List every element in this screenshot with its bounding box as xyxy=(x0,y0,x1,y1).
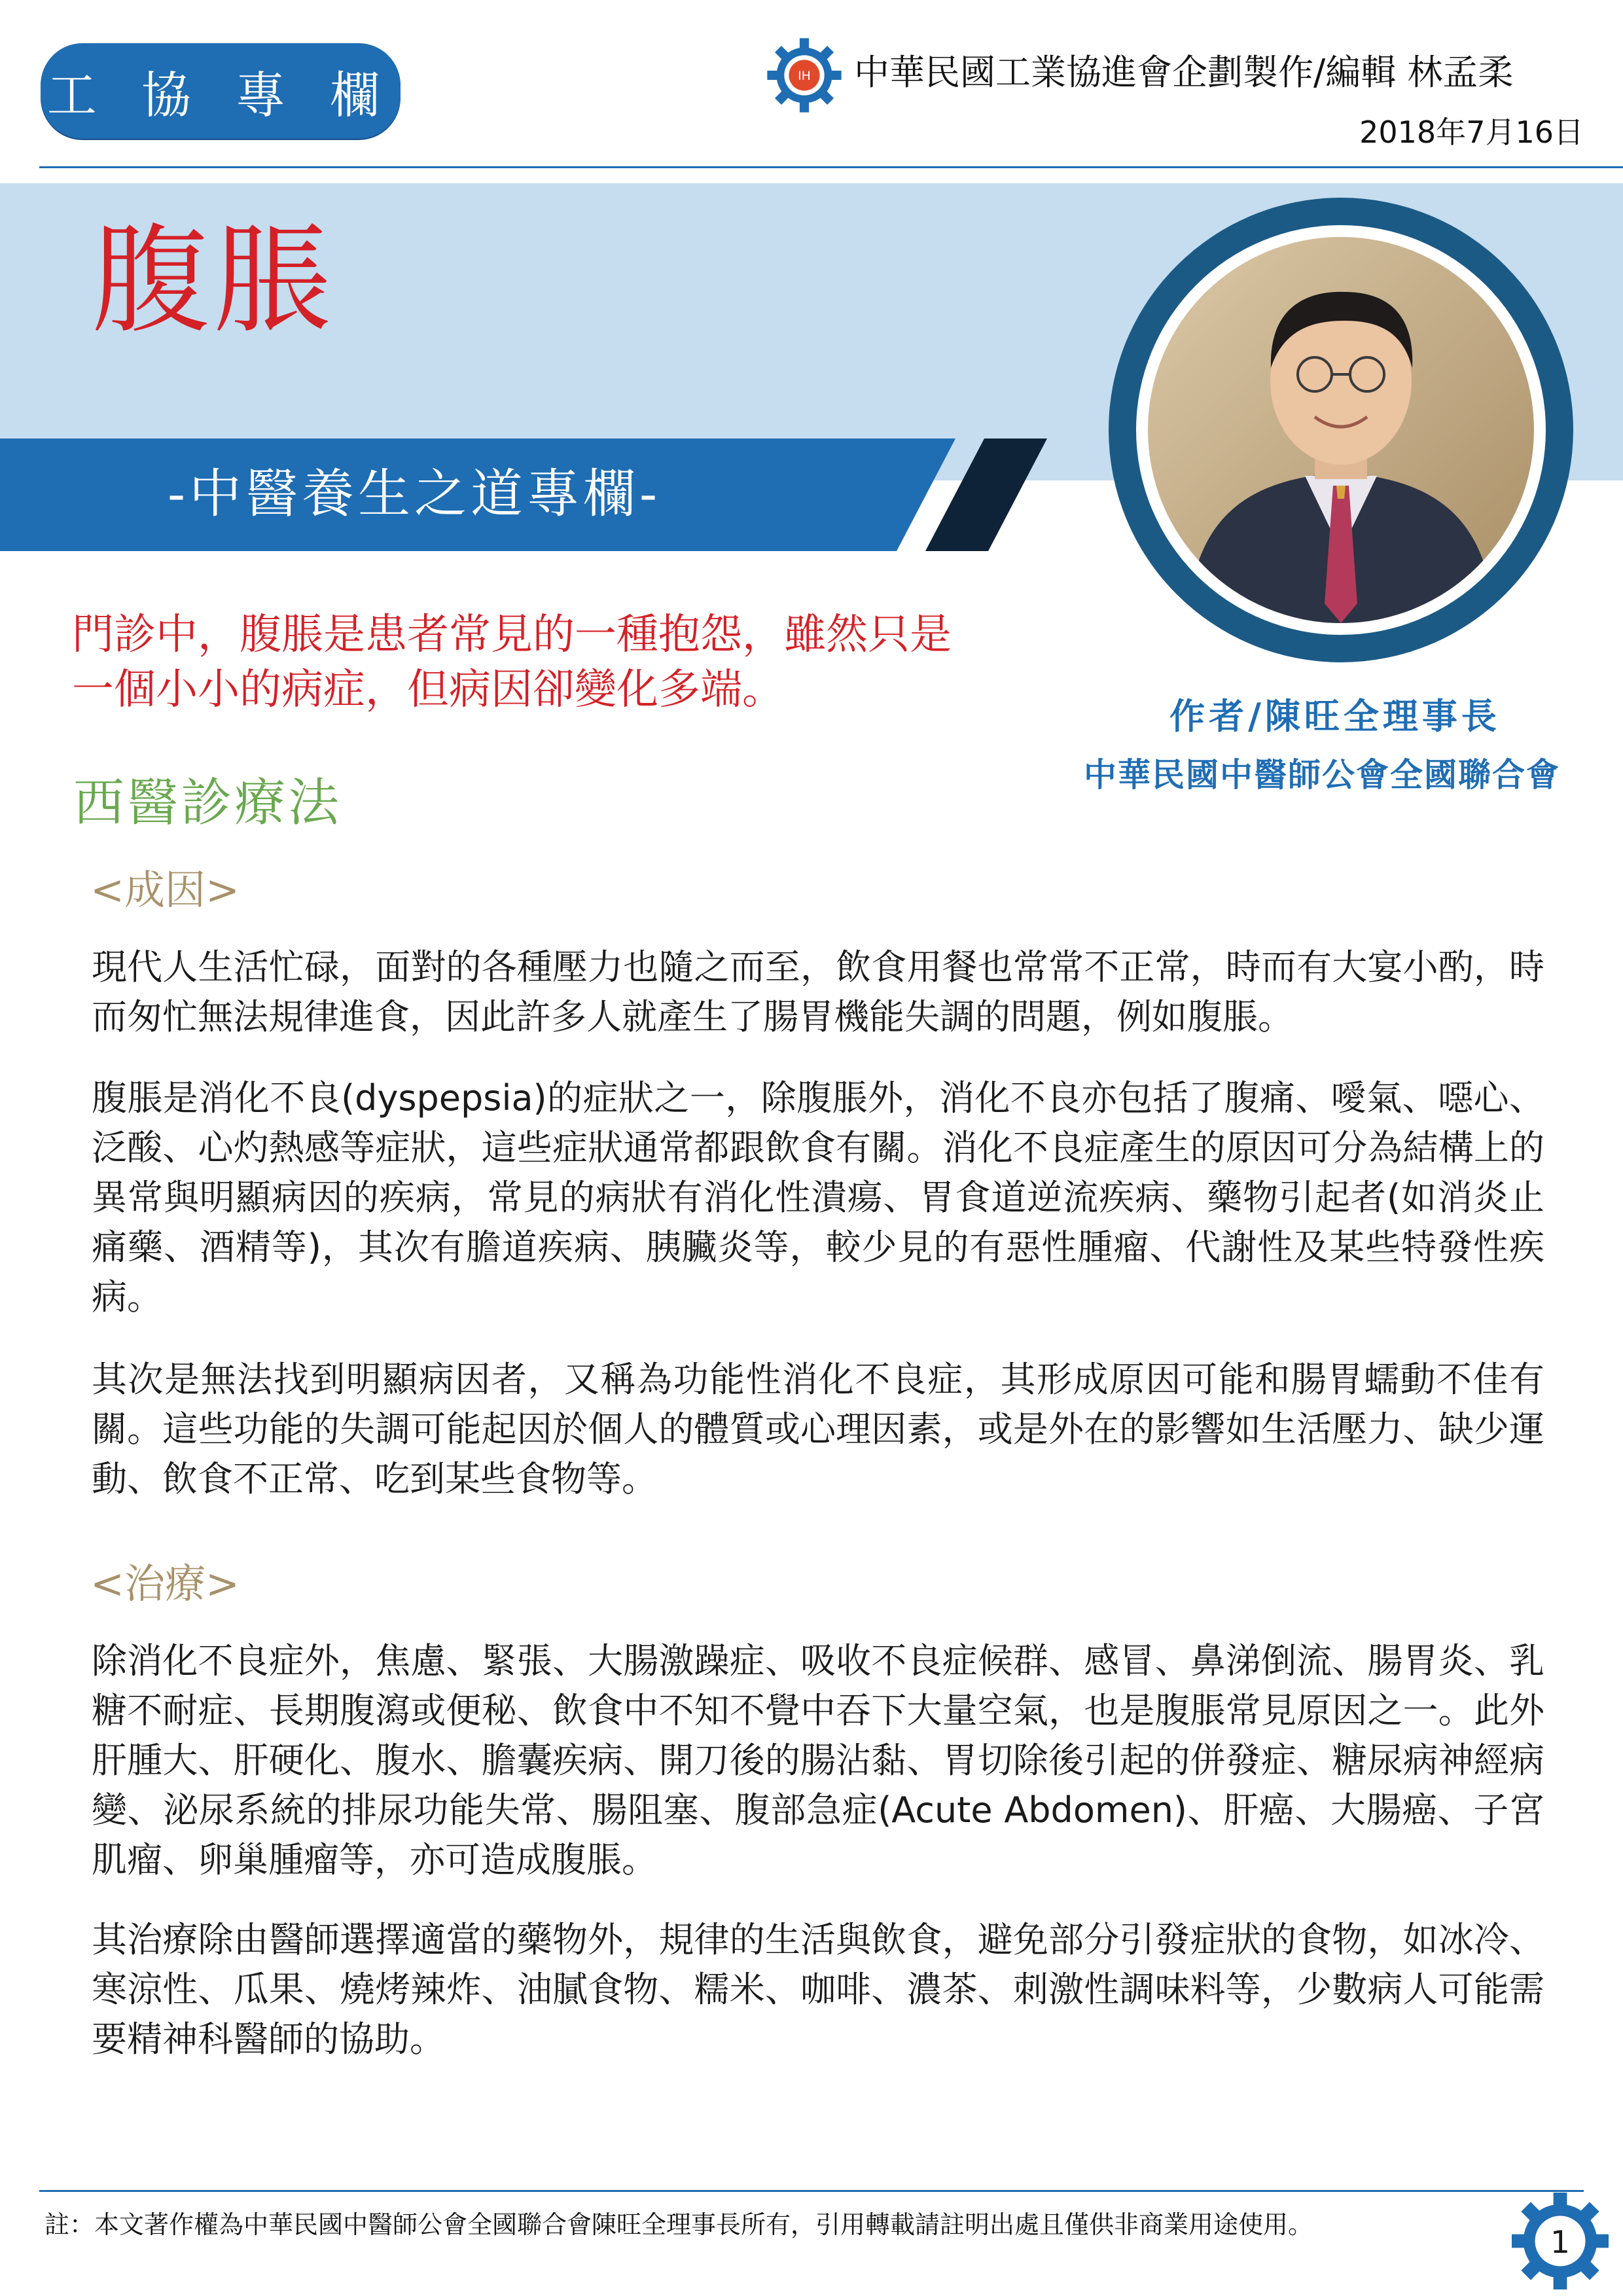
cause-heading: <成因> xyxy=(90,866,240,914)
svg-text:IH: IH xyxy=(798,69,811,84)
page-number: 1 xyxy=(1550,2224,1571,2261)
treatment-paragraph-1: 除消化不良症外，焦慮、緊張、大腸激躁症、吸收不良症候群、感冒、鼻涕倒流、腸胃炎、乳糖不耐症、長期腹瀉或便秘、飲食中不知不覺中吞下大量空氣，也是腹脹常見原因之一。此外肝腫大、肝硬化、腹水、膽囊疾病、開刀後的腸沾黏、胃切除後引起的併發症、糖尿病神經病變、泌尿系統的排尿功能失常、腸阻塞、腹部急症(Acute Abdomen)、肝癌、大腸癌、子宮肌瘤、卵巢腫瘤等，亦可造成腹脹。 xyxy=(92,1640,1544,1880)
cause-paragraph-2: 腹脹是消化不良(dyspepsia)的症狀之一，除腹脹外，消化不良亦包括了腹痛、噯氣、噁心、泛酸、心灼熱感等症狀，這些症狀通常都跟飲食有關。消化不良症產生的原因可分為結構上的異常與明顯病因的疾病，常見的病狀有消化性潰瘍、胃食道逆流疾病、藥物引起者(如消炎止痛藥、酒精等)，其次有膽道疾病、胰臟炎等，較少見的有惡性腫瘤、代謝性及某些特發性疾病。 xyxy=(92,1077,1544,1318)
cause-paragraph-3: 其次是無法找到明顯病因者，又稱為功能性消化不良症，其形成原因可能和腸胃蠕動不佳有關。這些功能的失調可能起因於個人的體質或心理因素，或是外在的影響如生活壓力、缺少運動、飲食不正常、吃到某些食物等。 xyxy=(92,1359,1544,1499)
publish-date: 2018年7月16日 xyxy=(1359,115,1584,150)
page-number-gear-icon xyxy=(1512,2193,1609,2289)
author-name: 作者/陳旺全理事長 xyxy=(1169,695,1501,737)
column-subtitle: -中醫養生之道專欄- xyxy=(168,463,662,524)
org-credit-line: 中華民國工業協進會企劃製作/編輯 林孟柔 xyxy=(854,52,1514,93)
treatment-paragraph-2: 其治療除由醫師選擇適當的藥物外，規律的生活與飲食，避免部分引發症狀的食物，如冰冷、寒涼性、瓜果、燒烤辣炸、油膩食物、糯米、咖啡、濃茶、刺激性調味料等，少數病人可能需要精神科醫師的協助。 xyxy=(92,1919,1544,2060)
org-gear-logo-icon xyxy=(766,37,843,114)
intro-line-2: 一個小小的病症，但病因卻變化多端。 xyxy=(72,666,784,714)
cause-paragraph-1: 現代人生活忙碌，面對的各種壓力也隨之而至，飲食用餐也常常不正常，時而有大宴小酌，時而匆忙無法規律進食，因此許多人就產生了腸胃機能失調的問題，例如腹脹。 xyxy=(92,946,1544,1037)
intro-line-1: 門診中，腹脹是患者常見的一種抱怨，雖然只是 xyxy=(72,611,952,659)
footer-divider xyxy=(39,2190,1584,2192)
author-portrait xyxy=(1148,237,1534,623)
section-title: 西醫診療法 xyxy=(73,774,342,833)
copyright-note: 註：本文著作權為中華民國中醫師公會全國聯合會陳旺全理事長所有，引用轉載請註明出處且僅供非商業用途使用。 xyxy=(45,2210,1313,2239)
column-badge: 工 協 專 欄 xyxy=(41,43,401,139)
treatment-heading: <治療> xyxy=(90,1560,240,1607)
article-title: 腹脹 xyxy=(92,213,336,350)
author-organization: 中華民國中醫師公會全國聯合會 xyxy=(1084,755,1560,794)
header-divider xyxy=(39,166,1623,168)
intro-text xyxy=(72,607,1041,717)
